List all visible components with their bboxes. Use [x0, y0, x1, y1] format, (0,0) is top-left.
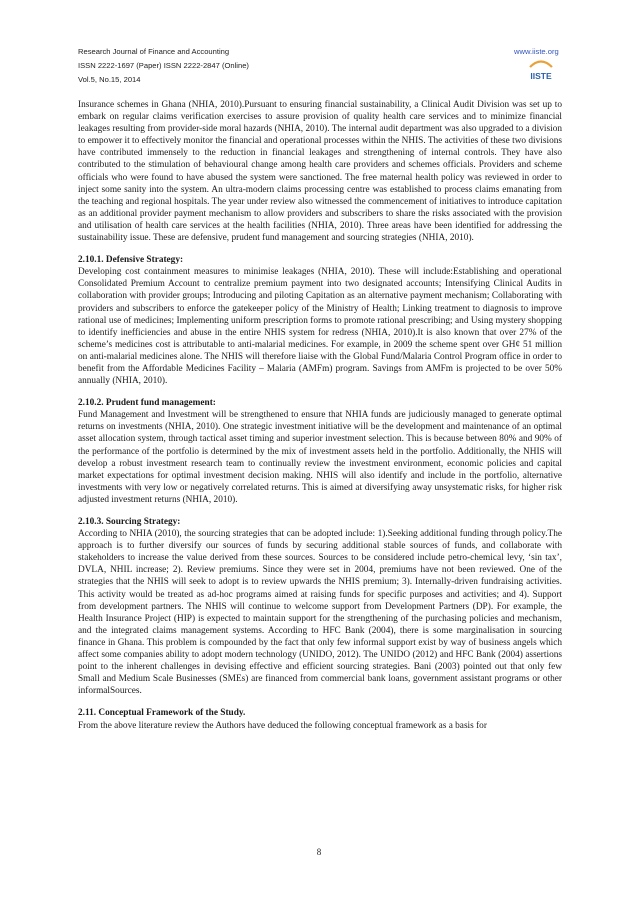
section-text: According to NHIA (2010), the sourcing strategies that can be adopted include: 1).Seeking additional funding through policy.The approach is to further diversify our sources of funds by securing additional stable sources of funds, and collaborate with stakeholders to increase the value derived from these sources. Sources to be considered include petro-chemical levy, ‘sin tax’, DVLA, NHIL increase; 2). Review premiums. Since they were set in 2004, premiums have not been reviewed. One of the strategies that the NHIS will seek to adopt is to review upwards the NHIS premium; 3). Internally-driven fundraising activities. This activity would be treated as ad-hoc programs aimed at raising funds for specific purposes and activities; and 4). Support from development partners. The NHIS will continue to welcome support from Development Partners (DP). For example, the Health Insurance Project (HIP) is expected to maintain support for the strengthening of the purchasing policies and mechanism, and the integrated claims management systems. According to HFC Bank (2004), there is some marginalisation in sourcing finance in Ghana. This problem is compounded by the fact that only few informal support exist by way of business angels which affect some companies ability to adopt modern technology (UNIDO, 2012). The UNIDO (2012) and HFC Bank (2004) assertions point to the inherent challenges in devising effective and efficient sourcing strategies. Bani (2003) pointed out that only few Small and Medium Scale Businesses (SMEs) are financed from commercial bank loans, government assistant programs or other informalSources. — [78, 529, 562, 697]
journal-name: Research Journal of Finance and Accounting — [78, 47, 230, 56]
section-text: Fund Management and Investment will be strengthened to ensure that NHIA funds are judiciously managed to generate optimal returns on investments (NHIA, 2010). One strategic investment initiative will be the development and maintenance of an optimal asset allocation system, through tactical asset timing and superior investment selection. This is because between 80% and 90% of the performance of the portfolio is determined by the mix of investment assets held in the portfolio. Additionally, the NHIS will develop a robust investment research team to continually review the investment environment, economic policies and capital market expectations for optimal investment decision making. NHIS will also identify and include in the portfolio, alternative investments with very low or negatively correlated returns. This is aimed at diversifying away unsystematic risks, for higher risk adjusted investment returns (NHIA, 2010). — [78, 410, 562, 505]
volume-line: Vol.5, No.15, 2014 — [78, 75, 141, 84]
logo-arc — [530, 62, 552, 68]
section-sourcing-strategy — [78, 516, 562, 697]
section-text: Developing cost containment measures to minimise leakages (NHIA, 2010). These will include:Establishing and operational Consolidated Premium Account to centralize premium payment into two designated accounts; Intensifying Clinical Audits in collaboration with provider groups; Introducing and piloting Capitation as an alternative payment mechanism; Collaborating with providers and subscribers to enforce the gatekeeper policy of the Ministry of Health; Linking treatment to diagnosis to improve rational use of medicines; Implementing uniform prescription forms to promote rational prescribing; and Using mystery shopping to identify inefficiencies and abuse in the entire NHIS system for redress (NHIA, 2010).It is also known that over 27% of the scheme’s medicines cost is attributable to anti-malarial medicines. For example, in 2009 the scheme spent over GH¢ 51 million on anti-malarial medicines alone. The NHIS will therefore liaise with the Global Fund/Malaria Control Program office in order to benefit from the Affordable Medicines Facility – Malaria (AMFm) program. Savings from AMFm is projected to be over 50% annually (NHIA, 2010). — [78, 267, 562, 387]
section-title: 2.10.1. Defensive Strategy: — [78, 255, 184, 266]
logo-text: IISTE — [530, 71, 552, 81]
article-body — [78, 99, 562, 732]
section-defensive-strategy — [78, 254, 562, 387]
issn-line: ISSN 2222-1697 (Paper) ISSN 2222-2847 (Online) — [78, 61, 249, 70]
section-title: 2.11. Conceptual Framework of the Study. — [78, 708, 246, 719]
section-title: 2.10.2. Prudent fund management: — [78, 398, 216, 409]
intro-paragraph: Insurance schemes in Ghana (NHIA, 2010).Pursuant to ensuring financial sustainability, a Clinical Audit Division was set up to embark on regular claims verification exercises to assure provision of quality health care services and to minimize financial leakages resulting from provider-side moral hazards (NHIA, 2010). The internal audit department was also upgraded to a division to empower it to effectively monitor the financial and operational processes within the NHIS. The activities of these two divisions have contributed immensely to the reduction in financial leakages and strengthening of internal controls. They have also contributed to the stimulation of behavioural change among health care providers and schemes officials. Providers and scheme officials who were found to have abused the system were sanctioned. The free maternal health policy was reviewed in order to inject some sanity into the system. An ultra-modern claims processing centre was established to process claims emanating from the teaching and regional hospitals. The year under review also witnessed the commencement of initiatives to introduce capitation as an additional provider payment mechanism to allow providers and subscribers to share the risks associated with the provision and utilisation of health care services at the health facilities (NHIA, 2010). Three areas have been identified for addressing the sustainability issue. These are defensive, prudent fund management and sourcing strategies (NHIA, 2010). — [78, 100, 562, 244]
section-title: 2.10.3. Sourcing Strategy: — [78, 517, 181, 527]
section-prudent-fund-management — [78, 397, 562, 506]
journal-url-link[interactable]: www.iiste.org — [514, 47, 559, 56]
section-text: From the above literature review the Authors have deduced the following conceptual framework as a basis for — [78, 720, 487, 731]
iiste-logo — [527, 57, 555, 83]
section-conceptual-framework — [78, 707, 562, 731]
page-number: 8 — [316, 847, 322, 857]
